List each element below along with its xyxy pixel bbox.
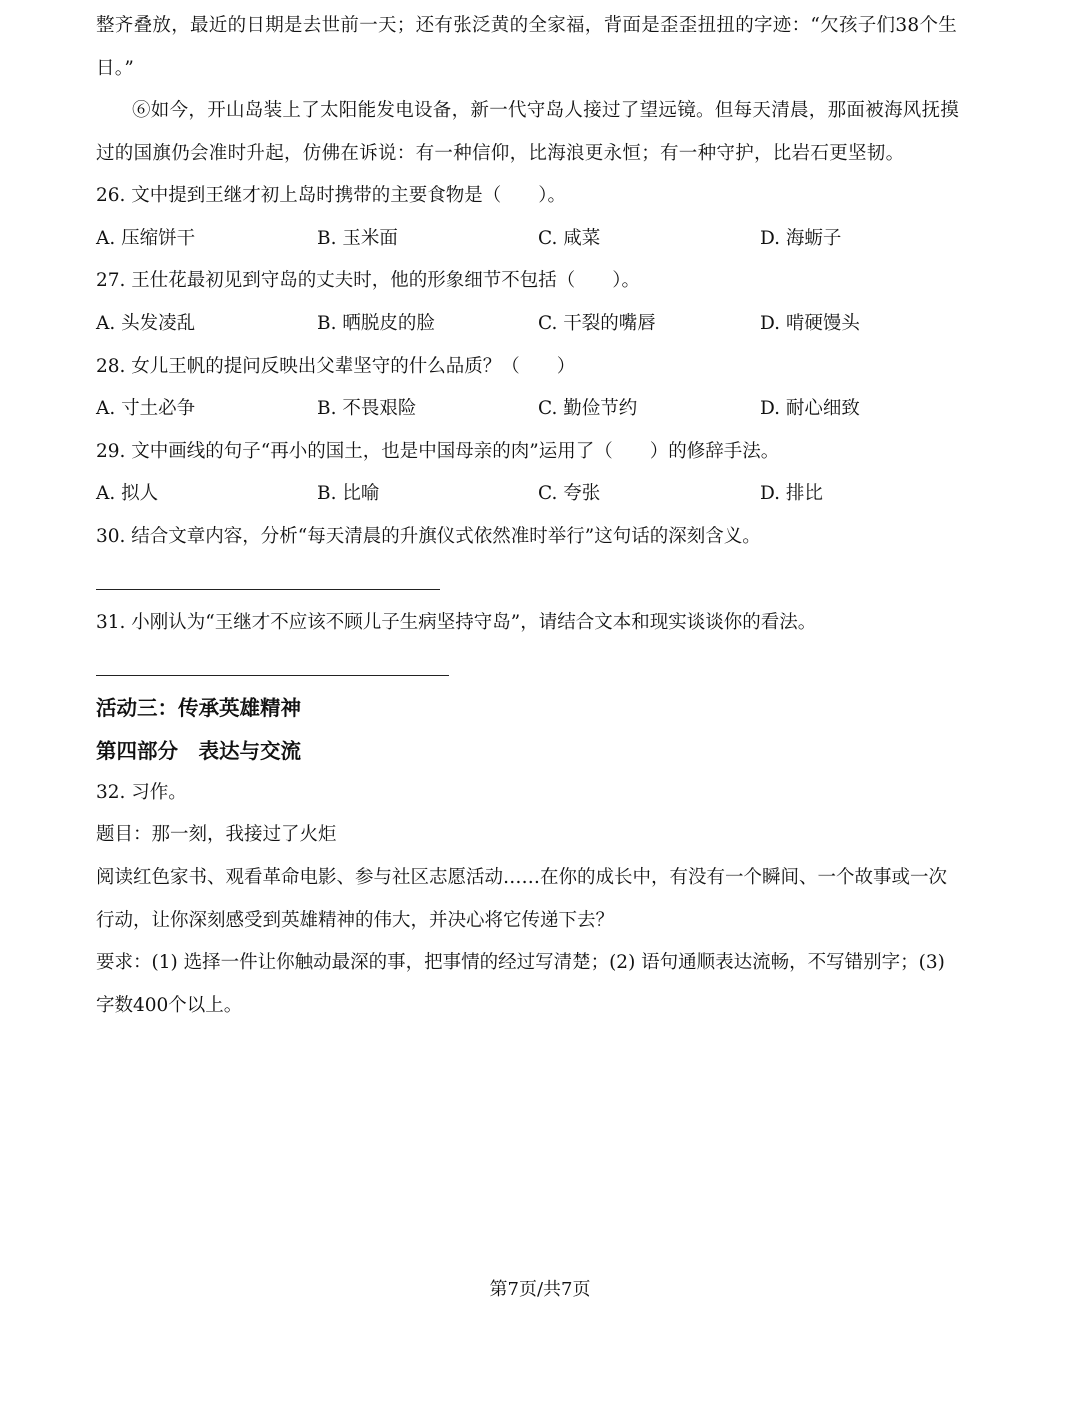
question-29-option-d[interactable]: D. 排比 <box>760 483 823 504</box>
question-28-stem: 28. 女儿王帆的提问反映出父辈坚守的什么品质？（ ） <box>96 356 576 377</box>
question-27-option-b[interactable]: B. 晒脱皮的脸 <box>317 313 435 334</box>
passage-paragraph-5-line-1: 整齐叠放，最近的日期是去世前一天；还有张泛黄的全家福，背面是歪歪扭扭的字迹：“欠孩子们38个生 <box>96 15 958 36</box>
question-26-stem: 26. 文中提到王继才初上岛时携带的主要食物是（ ）。 <box>96 185 567 206</box>
question-30-stem: 30. 结合文章内容，分析“每天清晨的升旗仪式依然准时举行”这句话的深刻含义。 <box>96 526 761 547</box>
question-28-option-c[interactable]: C. 勤俭节约 <box>538 398 638 419</box>
question-32-stem: 32. 习作。 <box>96 782 187 803</box>
question-29-stem: 29. 文中画线的句子“再小的国土，也是中国母亲的肉”运用了（ ）的修辞手法。 <box>96 441 780 462</box>
question-28-options <box>96 396 986 422</box>
question-32-title: 题目：那一刻，我接过了火炬 <box>96 824 337 845</box>
question-30-answer-line[interactable] <box>96 589 440 590</box>
question-28-option-a[interactable]: A. 寸土必争 <box>96 398 196 419</box>
question-26-option-d[interactable]: D. 海蛎子 <box>760 228 842 249</box>
question-26-option-b[interactable]: B. 玉米面 <box>317 228 398 249</box>
passage-paragraph-6-line-1: ⑥如今，开山岛装上了太阳能发电设备，新一代守岛人接过了望远镜。但每天清晨，那面被海风抚摸 <box>132 100 960 121</box>
passage-paragraph-5-line-2: 日。” <box>96 58 135 79</box>
question-26-option-c[interactable]: C. 咸菜 <box>538 228 601 249</box>
question-28-option-b[interactable]: B. 不畏艰险 <box>317 398 417 419</box>
question-32-body-line-1: 阅读红色家书、观看革命电影、参与社区志愿活动……在你的成长中，有没有一个瞬间、一个故事或一次 <box>96 867 948 888</box>
question-29-option-c[interactable]: C. 夸张 <box>538 483 601 504</box>
activity-3-heading: 活动三：传承英雄精神 <box>96 696 301 720</box>
question-27-option-a[interactable]: A. 头发凌乱 <box>96 313 196 334</box>
question-31-stem: 31. 小刚认为“王继才不应该不顾儿子生病坚持守岛”，请结合文本和现实谈谈你的看法。 <box>96 612 817 633</box>
question-26-options <box>96 226 986 252</box>
question-27-options <box>96 311 986 337</box>
part-4-heading: 第四部分 表达与交流 <box>96 739 301 763</box>
page-number-footer: 第7页/共7页 <box>489 1279 591 1300</box>
question-29-option-b[interactable]: B. 比喻 <box>317 483 380 504</box>
question-31-answer-line[interactable] <box>96 675 449 676</box>
question-28-option-d[interactable]: D. 耐心细致 <box>760 398 860 419</box>
passage-paragraph-6-line-2: 过的国旗仍会准时升起，仿佛在诉说：有一种信仰，比海浪更永恒；有一种守护，比岩石更坚韧。 <box>96 143 905 164</box>
question-32-body-line-2: 行动，让你深刻感受到英雄精神的伟大，并决心将它传递下去？ <box>96 910 615 931</box>
question-29-option-a[interactable]: A. 拟人 <box>96 483 159 504</box>
question-32-requirements-line-2: 字数400个以上。 <box>96 995 243 1016</box>
question-27-option-c[interactable]: C. 干裂的嘴唇 <box>538 313 656 334</box>
question-27-stem: 27. 王仕花最初见到守岛的丈夫时，他的形象细节不包括（ ）。 <box>96 270 641 291</box>
question-26-option-a[interactable]: A. 压缩饼干 <box>96 228 196 249</box>
question-29-options <box>96 481 986 507</box>
question-32-requirements-line-1: 要求：(1) 选择一件让你触动最深的事，把事情的经过写清楚；(2) 语句通顺表达流畅，不写错别字；(3) <box>96 952 945 973</box>
question-27-option-d[interactable]: D. 啃硬馒头 <box>760 313 860 334</box>
